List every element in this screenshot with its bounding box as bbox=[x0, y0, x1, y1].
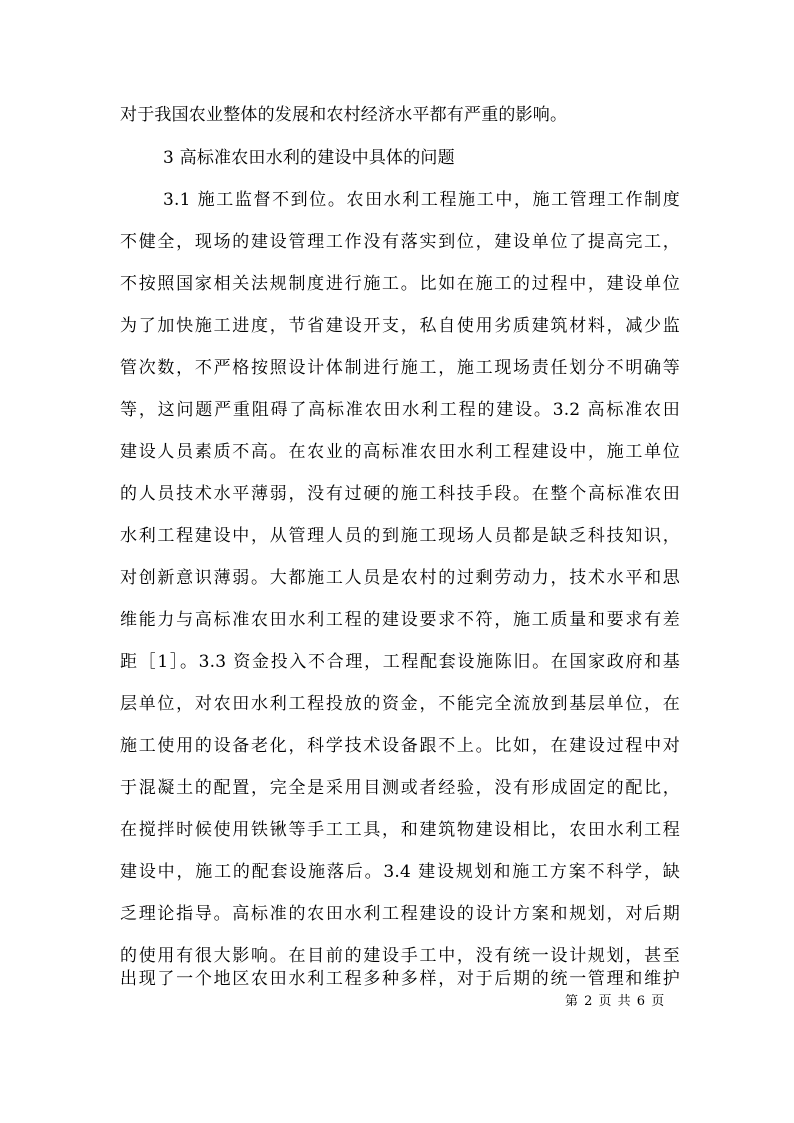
paragraph-line-12: 对创新意识薄弱。大都施工人员是农村的过剩劳动力，技术水平和思 bbox=[120, 568, 680, 588]
paragraph-line-17: 于混凝土的配置，完全是采用目测或者经验，没有形成固定的配比， bbox=[120, 778, 680, 798]
paragraph-line-15: 层单位，对农田水利工程投放的资金，不能完全流放到基层单位，在 bbox=[120, 694, 680, 714]
page-number-footer: 第 2 页 共 6 页 bbox=[565, 994, 666, 1009]
paragraph-line-13: 维能力与高标准农田水利工程的建设要求不符，施工质量和要求有差 bbox=[120, 610, 680, 630]
paragraph-line-21: 的使用有很大影响。在目前的建设手工中，没有统一设计规划，甚至 bbox=[120, 946, 680, 966]
paragraph-line-16: 施工使用的设备老化，科学技术设备跟不上。比如，在建设过程中对 bbox=[120, 736, 680, 756]
paragraph-line-9: 建设人员素质不高。在农业的高标准农田水利工程建设中，施工单位 bbox=[120, 442, 680, 462]
paragraph-line-1: 对于我国农业整体的发展和农村经济水平都有严重的影响。 bbox=[120, 105, 568, 125]
paragraph-line-22: 出现了一个地区农田水利工程多种多样，对于后期的统一管理和维护 bbox=[120, 969, 680, 989]
paragraph-line-7: 管次数，不严格按照设计体制进行施工，施工现场责任划分不明确等 bbox=[120, 358, 680, 378]
paragraph-line-20: 乏理论指导。高标准的农田水利工程建设的设计方案和规划，对后期 bbox=[120, 904, 680, 924]
paragraph-line-8: 等，这问题严重阻碍了高标准农田水利工程的建设。3.2 高标准农田 bbox=[120, 400, 680, 420]
paragraph-line-11: 水利工程建设中，从管理人员的到施工现场人员都是缺乏科技知识， bbox=[120, 526, 680, 546]
paragraph-line-5: 不按照国家相关法规制度进行施工。比如在施工的过程中，建设单位 bbox=[120, 274, 680, 294]
paragraph-line-6: 为了加快施工进度，节省建设开支，私自使用劣质建筑材料，减少监 bbox=[120, 316, 680, 336]
section-heading-3: 3 高标准农田水利的建设中具体的问题 bbox=[163, 148, 455, 168]
paragraph-line-18: 在搅拌时候使用铁锹等手工工具，和建筑物建设相比，农田水利工程 bbox=[120, 820, 680, 840]
paragraph-line-4: 不健全，现场的建设管理工作没有落实到位，建设单位了提高完工， bbox=[120, 232, 680, 252]
paragraph-line-19: 建设中，施工的配套设施落后。3.4 建设规划和施工方案不科学，缺 bbox=[120, 862, 680, 882]
paragraph-line-10: 的人员技术水平薄弱，没有过硬的施工科技手段。在整个高标准农田 bbox=[120, 484, 680, 504]
paragraph-line-3: 3.1 施工监督不到位。农田水利工程施工中，施工管理工作制度 bbox=[163, 190, 680, 210]
paragraph-line-14: 距［1］。3.3 资金投入不合理，工程配套设施陈旧。在国家政府和基 bbox=[120, 652, 680, 672]
